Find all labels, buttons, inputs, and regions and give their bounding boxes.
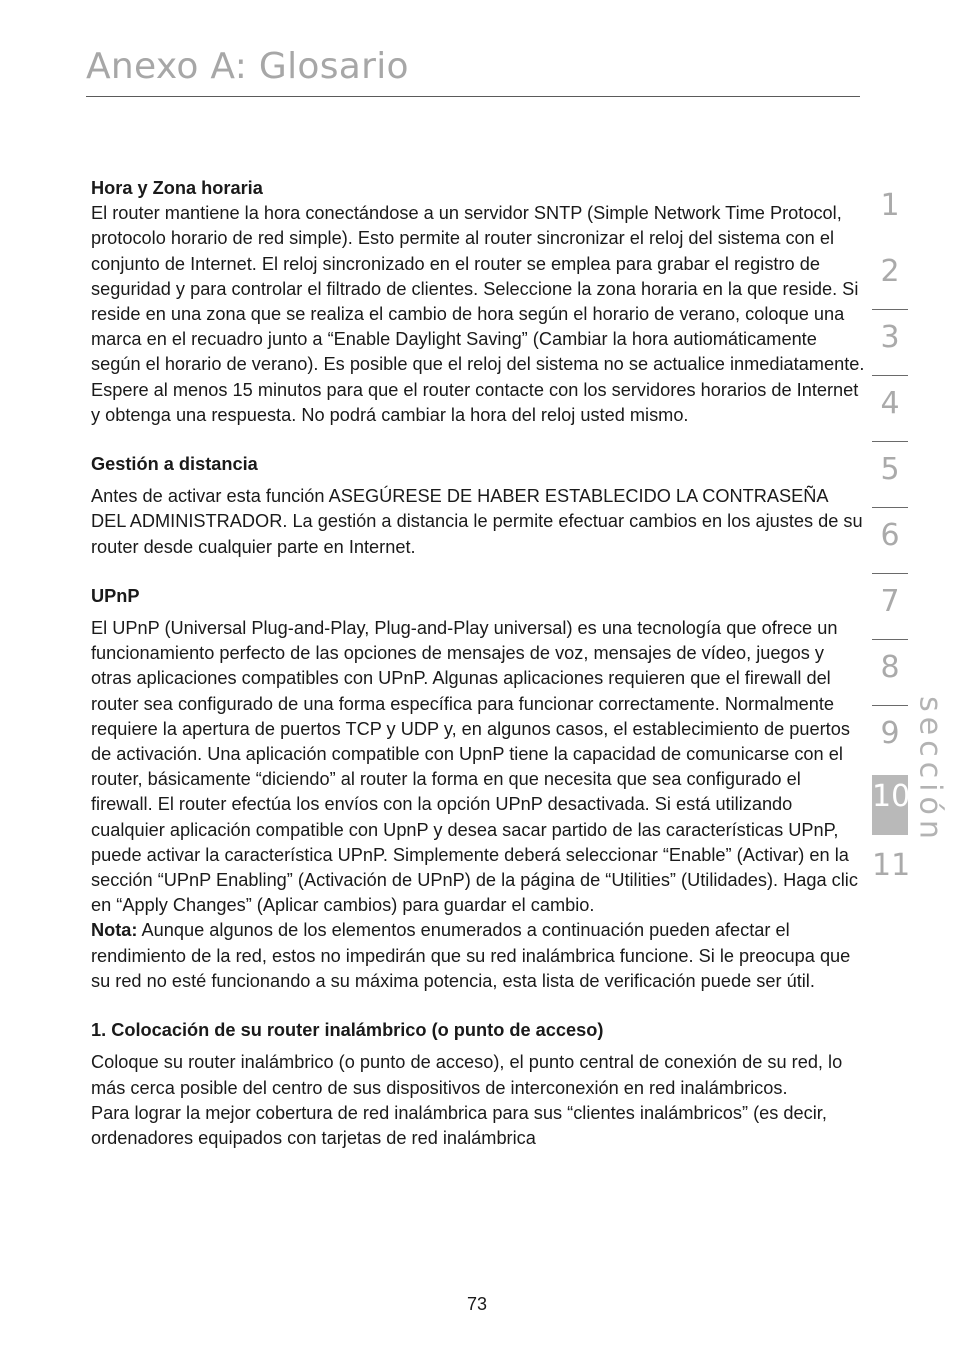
section-heading-gestion: Gestión a distancia: [91, 454, 258, 475]
paragraph-upnp-note: [91, 918, 866, 994]
page-number: 73: [466, 1294, 488, 1314]
glossary-content: [91, 176, 866, 1151]
section-tab-9[interactable]: [872, 706, 908, 772]
section-number: 8: [880, 650, 900, 685]
section-number: 3: [880, 320, 900, 355]
section-tab-10-active[interactable]: [872, 775, 911, 835]
section-tab-8[interactable]: [872, 640, 908, 706]
paragraph-gestion-1: Antes de activar esta función ASEGÚRESE DE HABER ESTABLECIDO LA CONTRASEÑA DEL ADMINISTRADOR. La gestión a distancia le permite efectuar cambios en los ajustes de su router desde cualquier parte en Internet.: [91, 486, 863, 557]
paragraph-hora-1: El router mantiene la hora conectándose a un servidor SNTP (Simple Network Time Protocol, protocolo horario de red simple). Esto permite al router sincronizar el reloj del sistema con el conjunto de Internet. El reloj sincronizado en el router se emplea para grabar el registro de seguridad y para controlar el filtrado de clientes. Seleccione la zona horaria en la que reside. Si reside en una zona que se realiza el cambio de hora según el horario de verano, coloque una marca en el recuadro junto a “Enable Daylight Saving” (Cambiar la hora autiomáticamente según el horario de verano). Es posible que el reloj del sistema no se actualice inmediatamente.: [91, 203, 865, 375]
section-nav: [872, 178, 911, 904]
section-number: 4: [880, 386, 900, 421]
paragraph-upnp-1: El UPnP (Universal Plug-and-Play, Plug-and-Play universal) es una tecnología que ofrece un funcionamiento perfecto de las opciones de mensajes de voz, mensajes de vídeo, juegos y otras aplicaciones compatibles con UPnP. Algunas aplicaciones requieren que el firewall del router sea configurado de una forma específica para funcionar correctamente. Normalmente requiere la apertura de puertos TCP y UDP y, en algunos casos, el establecimiento de puertos de activación. Una aplicación compatible con UpnP tiene la capacidad de comunicarse con el router, básicamente “diciendo” al router la forma en que necesita que sea configurado el firewall. El router efectúa los envíos con la opción UPnP desactivada. Si está utilizando cualquier aplicación compatible con UpnP y desea sacar partido de las características UPnP, puede activar la característica UPnP. Simplemente deberá seleccionar “Enable” (Activar) en la sección “UPnP Enabling” (Activación de UPnP) de la página de “Utilities” (Utilidades). Haga clic en “Apply Changes” (Aplicar cambios) para guardar el cambio.: [91, 618, 858, 916]
section-heading-hora: Hora y Zona horaria: [91, 178, 263, 198]
section-number: 5: [880, 452, 900, 487]
section-tab-3[interactable]: [872, 310, 908, 376]
paragraph-colocacion-1: Coloque su router inalámbrico (o punto de acceso), el punto central de conexión de su red, lo más cerca posible del centro de sus dispositivos de interconexión en red inalámbricos.: [91, 1052, 843, 1098]
section-number: 7: [880, 584, 900, 619]
note-text: Aunque algunos de los elementos enumerados a continuación pueden afectar el rendimiento de la red, estos no impedirán que su red inalámbrica funcione. Si le preocupa que su red no esté funcionando a su máxima potencia, esta lista de verificación puede ser útil.: [91, 920, 851, 991]
section-number: 1: [880, 188, 900, 223]
section-tab-5[interactable]: [872, 442, 908, 508]
header-divider: [86, 96, 860, 97]
section-number: 11: [872, 848, 911, 883]
section-tab-11[interactable]: [872, 838, 911, 904]
section-tab-6[interactable]: [872, 508, 908, 574]
note-label: Nota:: [91, 920, 138, 941]
page-title: Anexo A: Glosario: [86, 46, 409, 87]
section-heading-upnp: UPnP: [91, 585, 140, 606]
section-tab-2[interactable]: [872, 244, 908, 310]
paragraph-hora-2: Espere al menos 15 minutos para que el router contacte con los servidores horarios de Internet y obtenga una respuesta. No podrá cambiar la hora del reloj usted mismo.: [91, 379, 859, 425]
section-number: 2: [880, 254, 900, 289]
section-heading-colocacion: 1. Colocación de su router inalámbrico (o punto de acceso): [91, 1020, 604, 1041]
section-number: 9: [880, 716, 900, 751]
section-number: 10: [872, 779, 911, 814]
section-tab-4[interactable]: [872, 376, 908, 442]
section-tab-7[interactable]: [872, 574, 908, 640]
section-number: 6: [880, 518, 900, 553]
section-tab-1[interactable]: [872, 178, 908, 244]
section-label: sección: [912, 696, 948, 844]
paragraph-colocacion-2: Para lograr la mejor cobertura de red inalámbrica para sus “clientes inalámbricos” (es decir, ordenadores equipados con tarjetas de red inalámbrica: [91, 1102, 827, 1148]
